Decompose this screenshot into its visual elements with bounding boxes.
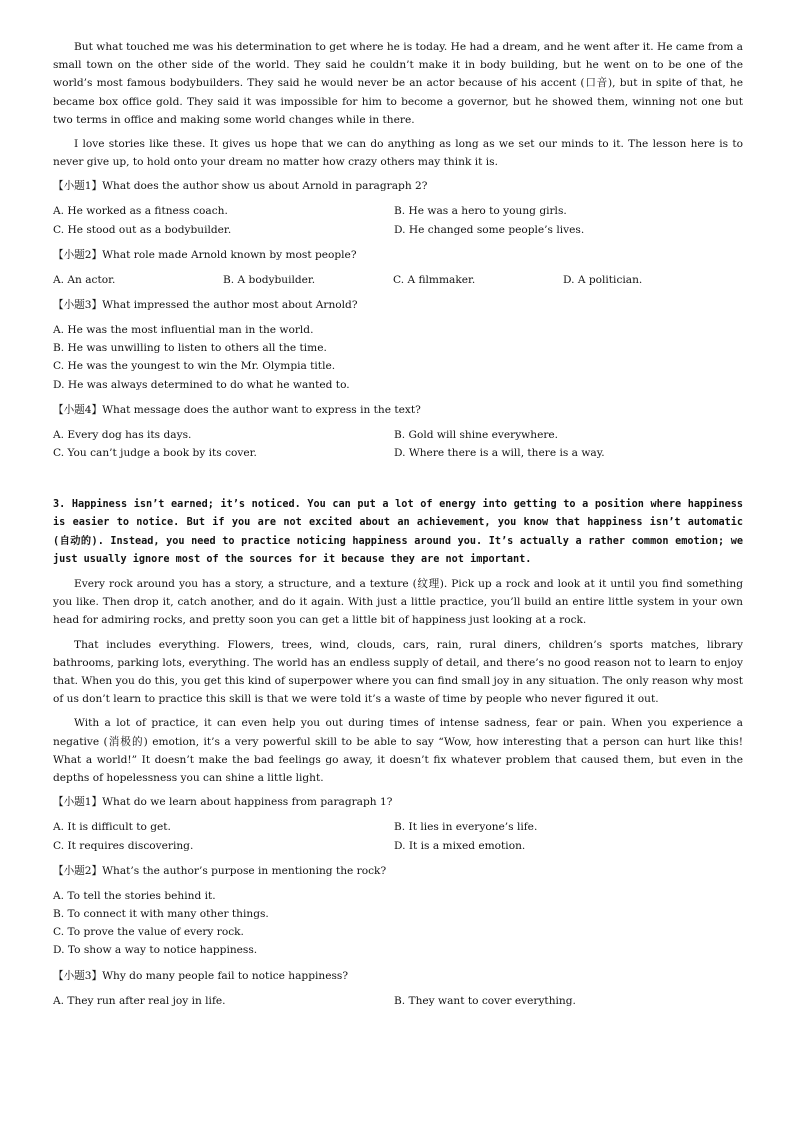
option-a: A. Every dog has its days. bbox=[53, 428, 192, 441]
option-a: A. He was the most influential man in the world. bbox=[53, 324, 314, 337]
question-stem: 【小题2】What role made Arnold known by most people? bbox=[53, 248, 357, 261]
option-d: D. He changed some people’s lives. bbox=[394, 223, 585, 236]
option-c: C. You can’t judge a book by its cover. bbox=[53, 447, 257, 460]
option-a: A. He worked as a fitness coach. bbox=[53, 205, 228, 218]
option-c: C. To prove the value of every rock. bbox=[53, 926, 244, 939]
document-page bbox=[53, 38, 743, 1017]
option-d: D. A politician. bbox=[563, 273, 643, 286]
option-c: C. He stood out as a bodybuilder. bbox=[53, 223, 232, 236]
question-stem: 【小题3】What impressed the author most about Arnold? bbox=[53, 299, 358, 312]
option-b: B. It lies in everyone’s life. bbox=[394, 821, 538, 834]
options-grid bbox=[53, 202, 743, 238]
question-stem: 【小题1】What do we learn about happiness from paragraph 1? bbox=[53, 796, 393, 809]
passage3-intro: 3. Happiness isn’t earned; it’s noticed. You can put a lot of energy into getting to a position where happiness is easier to notice. But if you are not excited about an achievement, you know that happiness isn’t automatic (自动的). Instead, you need to practice noticing happiness around you. It’s actually a rather common emotion; we just usually ignore most of the sources for it because they are not important. bbox=[53, 499, 743, 565]
passage3-paragraph-1: Every rock around you has a story, a structure, and a texture (纹理). Pick up a rock and look at it until you find something you like. Then drop it, catch another, and do it again. With just a little practice, you’ll build an entire little system in your own head for admiring rocks, and pretty soon you can get a little bit of happiness just looking at a rock. bbox=[53, 578, 743, 627]
passage3-paragraph-3: With a lot of practice, it can even help you out during times of intense sadness, fear or pain. When you experience a negative (消极的) emotion, it’s a very powerful skill to be able to say “Wow, how interesting that a person can hurt like this! What a world!” It doesn’t make the bad feelings go away, it doesn’t fix whatever problem that caused them, but even in the depths of hopelessness you can shine a little light. bbox=[53, 717, 743, 785]
option-c: C. He was the youngest to win the Mr. Olympia title. bbox=[53, 360, 336, 373]
question-stem: 【小题4】What message does the author want to express in the text? bbox=[53, 403, 421, 416]
question-stem: 【小题2】What’s the author’s purpose in mentioning the rock? bbox=[53, 864, 387, 877]
question-stem: 【小题3】Why do many people fail to notice happiness? bbox=[53, 969, 349, 982]
option-b: B. A bodybuilder. bbox=[223, 273, 316, 286]
option-a: A. They run after real joy in life. bbox=[53, 994, 226, 1007]
option-c: C. A filmmaker. bbox=[393, 273, 476, 286]
option-b: B. He was unwilling to listen to others all the time. bbox=[53, 342, 327, 355]
option-a: A. To tell the stories behind it. bbox=[53, 889, 216, 902]
option-d: D. Where there is a will, there is a way. bbox=[394, 447, 605, 460]
option-b: B. They want to cover everything. bbox=[394, 994, 576, 1007]
option-b: B. Gold will shine everywhere. bbox=[394, 428, 559, 441]
option-d: D. It is a mixed emotion. bbox=[394, 839, 526, 852]
options-grid bbox=[53, 818, 743, 854]
option-c: C. It requires discovering. bbox=[53, 839, 194, 852]
passage2-paragraph-2: I love stories like these. It gives us hope that we can do anything as long as we set our minds to it. The lesson here is to never give up, to hold onto your dream no matter how crazy others may think it is. bbox=[53, 138, 743, 169]
options-grid bbox=[53, 426, 743, 462]
options-row bbox=[53, 271, 743, 289]
option-d: D. To show a way to notice happiness. bbox=[53, 944, 258, 957]
option-a: A. An actor. bbox=[53, 273, 116, 286]
option-b: B. He was a hero to young girls. bbox=[394, 205, 567, 218]
option-d: D. He was always determined to do what he wanted to. bbox=[53, 378, 350, 391]
option-b: B. To connect it with many other things. bbox=[53, 907, 269, 920]
option-a: A. It is difficult to get. bbox=[53, 821, 171, 834]
question-stem: 【小题1】What does the author show us about Arnold in paragraph 2? bbox=[53, 180, 428, 193]
options-grid bbox=[53, 992, 743, 1010]
options-list bbox=[53, 321, 743, 394]
passage3-paragraph-2: That includes everything. Flowers, trees, wind, clouds, cars, rain, rural diners, children’s sports matches, library bathrooms, parking lots, everything. The world has an endless supply of detail, and there’s no good reason not to learn to enjoy that. When you do this, you get this kind of superpower where you can find small joy in any situation. The only reason why most of us don’t learn to practice this skill is that we were told it’s a waste of time by people who never figured it out. bbox=[53, 638, 743, 706]
options-list bbox=[53, 887, 743, 960]
section-gap bbox=[53, 469, 743, 496]
passage2-paragraph-1: But what touched me was his determination to get where he is today. He had a dream, and he went after it. He came from a small town on the other side of the world. They said he couldn’t make it in body building, but he went on to be one of the world’s most famous bodybuilders. They said he would never be an actor because of his accent (口音), but in spite of that, he became box office gold. They said it was impossible for him to become a governor, but he showed them, winning not one but two terms in office and making some world changes while in there. bbox=[53, 41, 743, 126]
